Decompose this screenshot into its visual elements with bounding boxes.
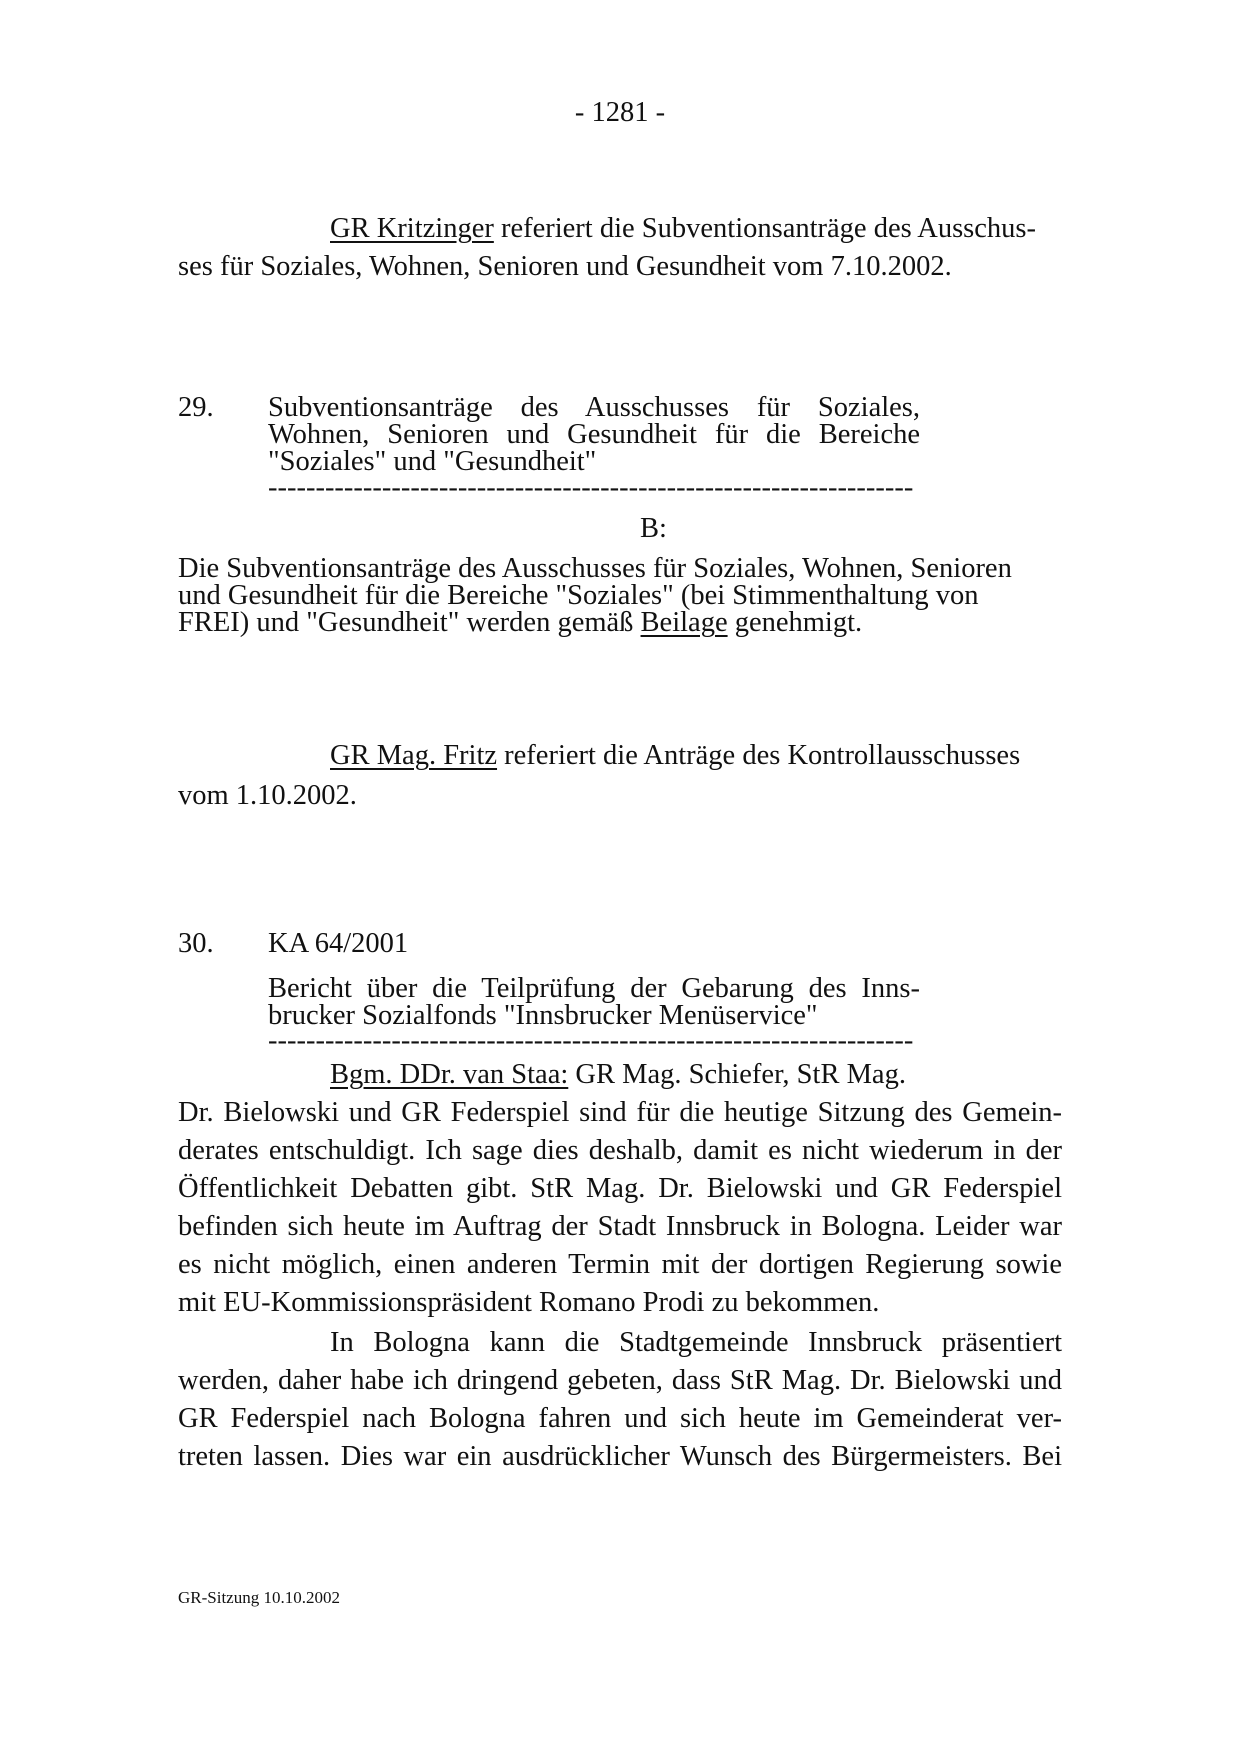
report-kritzinger-line1 (330, 210, 1070, 248)
item-30-code: KA 64/2001 (268, 928, 409, 959)
decision-line: Die Subventionsanträge des Ausschusses für Soziales, Wohnen, Senioren (178, 553, 1012, 584)
item-30-separator: -------------------------------------------------------------------- (268, 1025, 914, 1056)
footer-session-date: GR-Sitzung 10.10.2002 (178, 1588, 340, 1607)
item-29-number: 29. (178, 392, 214, 423)
speech-line: es nicht möglich, einen anderen Termin mit der dortigen Regierung sowie (178, 1249, 1062, 1280)
item-29-title-line: "Soziales" und "Gesundheit" (268, 446, 597, 477)
report-kritzinger-line2: ses für Soziales, Wohnen, Senioren und Gesundheit vom 7.10.2002. (178, 251, 952, 282)
page-number: - 1281 - (574, 97, 666, 128)
report-text: referiert die Subventionsanträge des Ausschus- (493, 213, 1036, 244)
item-30-title-line: Bericht über die Teilprüfung der Gebarung des Inns- (268, 973, 920, 1004)
report-fritz-line2: vom 1.10.2002. (178, 780, 357, 811)
item-29-title-line: Subventionsanträge des Ausschusses für Soziales, (268, 392, 920, 423)
item-29-separator: -------------------------------------------------------------------- (268, 472, 914, 503)
speech-line: treten lassen. Dies war ein ausdrücklicher Wunsch des Bürgermeisters. Bei (178, 1441, 1062, 1472)
speech-text: GR Mag. Schiefer, StR Mag. (568, 1059, 906, 1090)
speech-line1 (330, 1056, 920, 1094)
item-29-title-line: Wohnen, Senioren und Gesundheit für die Bereiche (268, 419, 920, 450)
speech-line: befinden sich heute im Auftrag der Stadt Innsbruck in Bologna. Leider war (178, 1211, 1062, 1242)
item-30-title (268, 975, 920, 1029)
decision-line: FREI) und "Gesundheit" werden gemäß Beilage genehmigt. (178, 607, 863, 638)
speech-line: Öffentlichkeit Debatten gibt. StR Mag. Dr. Bielowski und GR Federspiel (178, 1173, 1062, 1204)
speech-paragraph-1 (178, 1094, 1062, 1322)
speech-line: derates entschuldigt. Ich sage dies deshalb, damit es nicht wiederum in der (178, 1135, 1062, 1166)
speaker-fritz: GR Mag. Fritz (330, 740, 498, 771)
report-fritz-line1 (330, 737, 1020, 775)
decision-line: und Gesundheit für die Bereiche "Soziales" (bei Stimmenthaltung von (178, 580, 979, 611)
item-30-title-line: brucker Sozialfonds "Innsbrucker Menüservice" (268, 1000, 818, 1031)
item-29-title (268, 394, 920, 475)
item-30-number: 30. (178, 928, 214, 959)
speech-line: Dr. Bielowski und GR Federspiel sind für die heutige Sitzung des Gemein- (178, 1097, 1062, 1128)
decision-label: B: (640, 513, 667, 544)
report-text: referiert die Anträge des Kontrollausschusses (497, 740, 1021, 771)
speech-paragraph-2-line1: In Bologna kann die Stadtgemeinde Innsbruck präsentiert (330, 1327, 1062, 1358)
speech-paragraph-2 (178, 1362, 1062, 1476)
beilage-link[interactable]: Beilage (640, 607, 728, 638)
speech-line: mit EU-Kommissionspräsident Romano Prodi zu bekommen. (178, 1287, 880, 1318)
decision-text (178, 555, 1038, 636)
speech-line: werden, daher habe ich dringend gebeten, dass StR Mag. Dr. Bielowski und (178, 1365, 1062, 1396)
speech-line: GR Federspiel nach Bologna fahren und sich heute im Gemeinderat ver- (178, 1403, 1062, 1434)
speaker-van-staa: Bgm. DDr. van Staa: (330, 1059, 569, 1090)
speaker-kritzinger: GR Kritzinger (330, 213, 494, 244)
